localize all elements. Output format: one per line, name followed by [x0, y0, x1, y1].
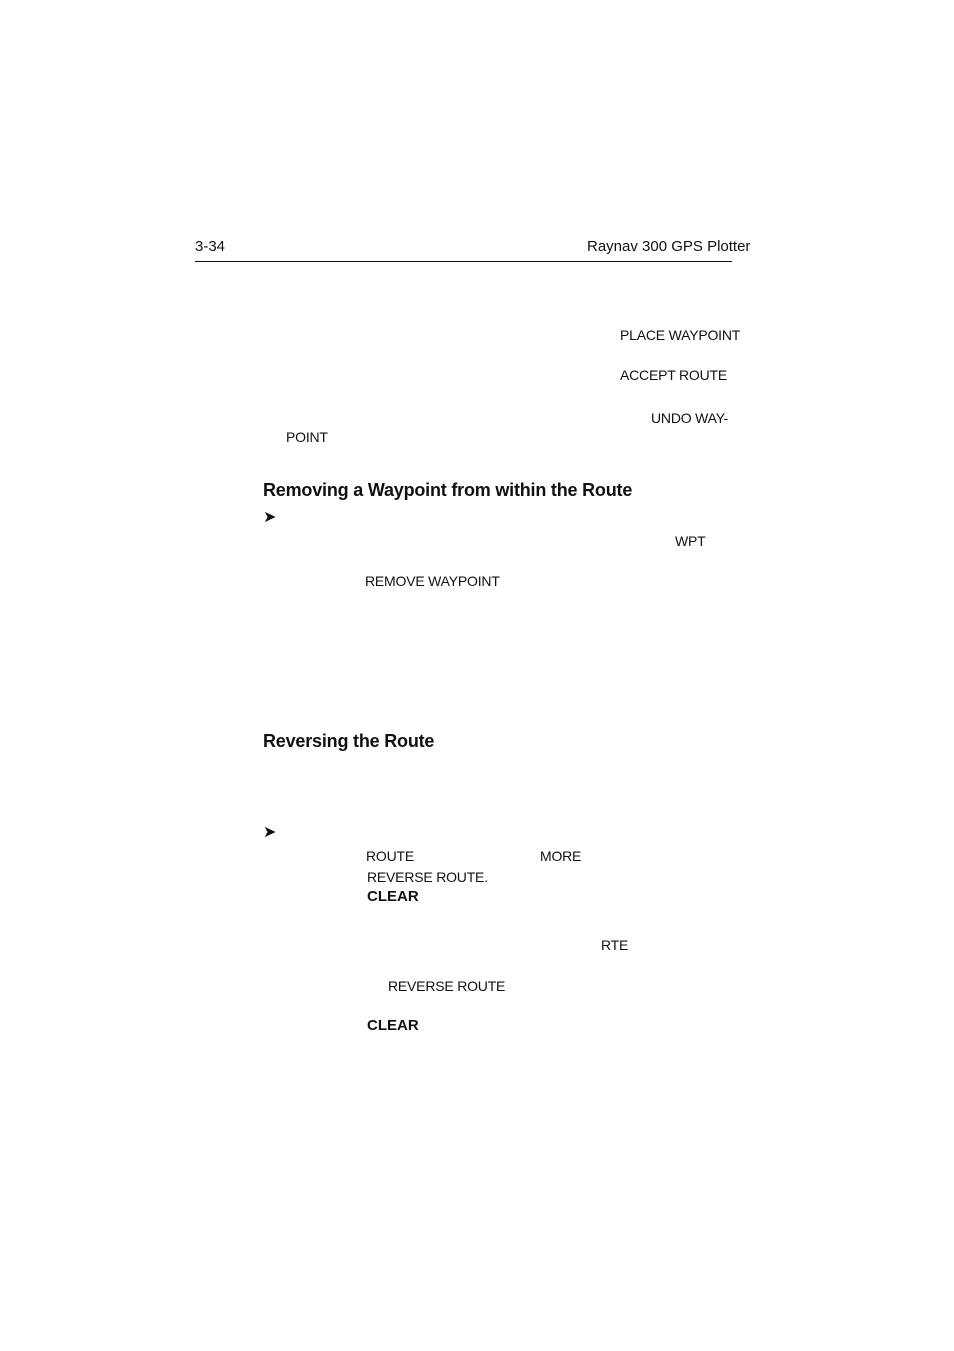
keyword-reverse-route-step: REVERSE ROUTE. — [367, 869, 488, 885]
page-number: 3-34 — [195, 238, 226, 255]
keyword-wpt: WPT — [675, 533, 706, 549]
keyword-accept-route: ACCEPT ROUTE — [620, 367, 728, 383]
keyword-undo-waypoint-part1: UNDO WAY- — [651, 410, 729, 426]
document-title: Raynav 300 GPS Plotter — [587, 238, 751, 255]
section-heading-reversing-route: Reversing the Route — [263, 731, 435, 751]
header-divider — [195, 261, 732, 262]
procedure-arrow-icon: ➤ — [263, 824, 277, 841]
keyword-undo-waypoint-part2: POINT — [286, 429, 328, 445]
keyword-rte: RTE — [601, 937, 629, 953]
keyword-place-waypoint: PLACE WAYPOINT — [620, 327, 741, 343]
keyword-more: MORE — [540, 848, 582, 864]
key-clear: CLEAR — [367, 1017, 419, 1034]
procedure-arrow-icon: ➤ — [263, 509, 277, 526]
keyword-route: ROUTE — [366, 848, 415, 864]
keyword-reverse-route: REVERSE ROUTE — [388, 978, 506, 994]
section-heading-removing-waypoint: Removing a Waypoint from within the Route — [263, 480, 633, 500]
keyword-remove-waypoint: REMOVE WAYPOINT — [365, 573, 500, 589]
key-clear: CLEAR — [367, 888, 419, 905]
